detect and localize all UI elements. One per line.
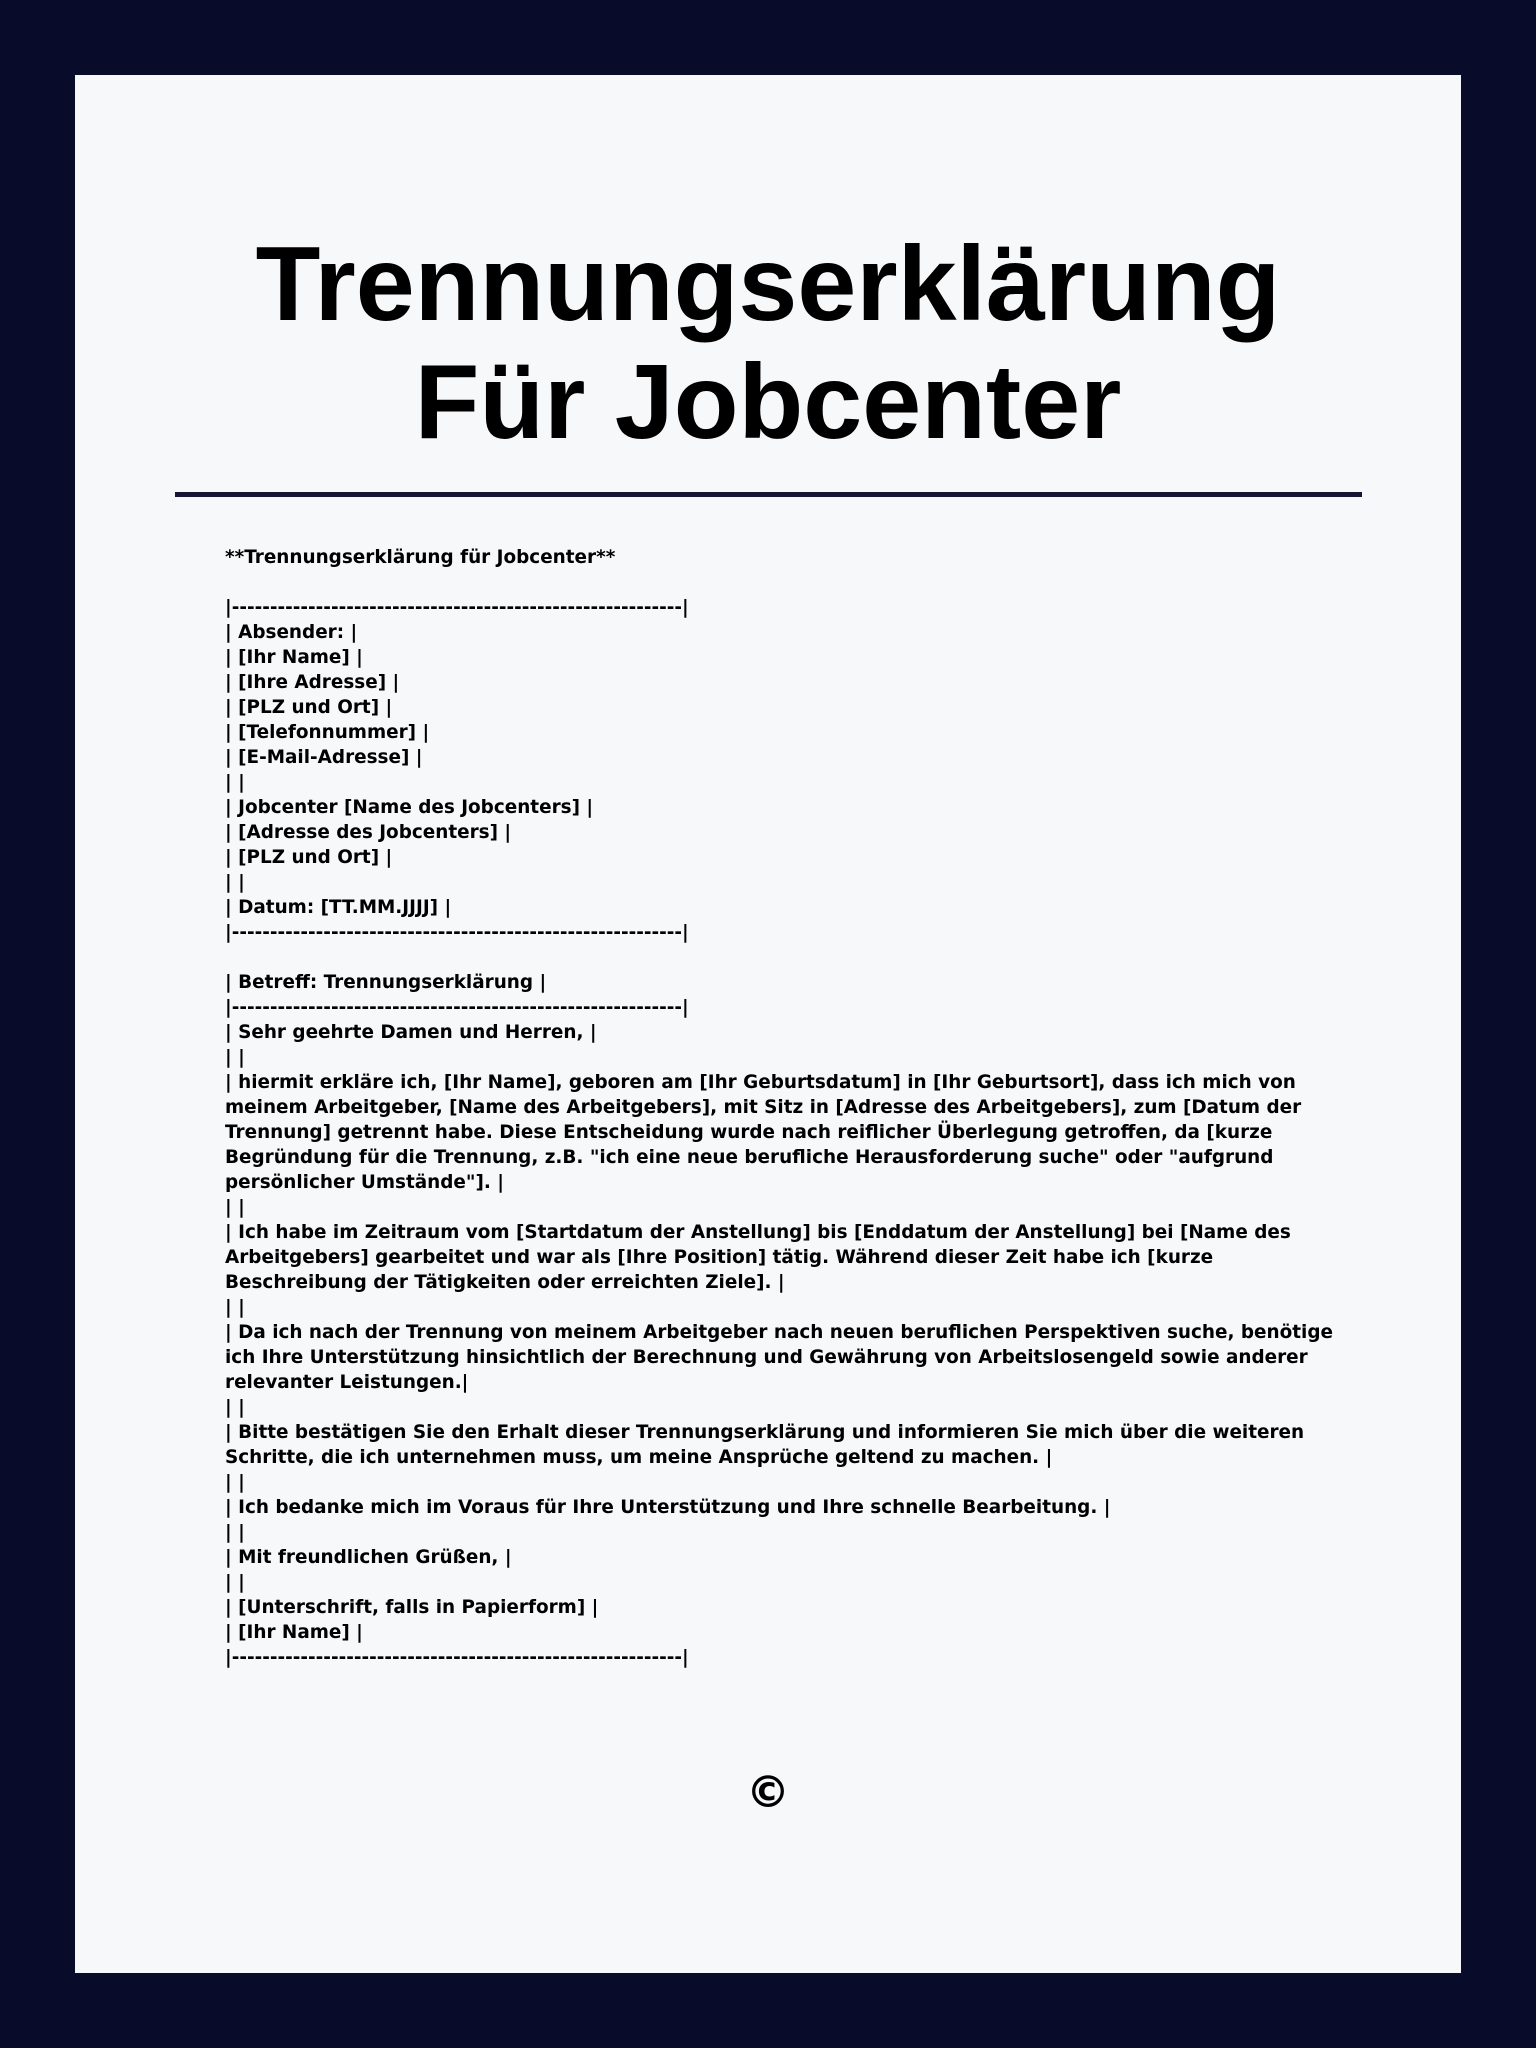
letter-line: | [E-Mail-Adresse] |	[225, 747, 423, 768]
letter-line: | [Adresse des Jobcenters] |	[225, 822, 512, 843]
letter-line: | Jobcenter [Name des Jobcenters] |	[225, 797, 594, 818]
letter-line: | Sehr geehrte Damen und Herren, |	[225, 1022, 597, 1043]
letter-line: **Trennungserklärung für Jobcenter**	[225, 547, 616, 568]
letter-line: |-----------------------------------------------------------|	[225, 922, 689, 943]
letter-line: | [Ihr Name] |	[225, 1622, 363, 1643]
letter-line: | |	[225, 1472, 245, 1493]
letter-line: | Betreff: Trennungserklärung |	[225, 972, 547, 993]
letter-line: | hiermit erkläre ich, [Ihr Name], geboren am [Ihr Geburtsdatum] in [Ihr Geburtsort], dass ich mich von meinem Arbeitgeber, [Name des Arbeitgebers], mit Sitz in [Adresse des Arbeitgebers], zum [Datum der Trennung] getrennt habe. Diese Entscheidung wurde nach reiflicher Überlegung getroffen, da [kurze Begründung für die Trennung, z.B. "ich eine neue berufliche Herausforderung suche" oder "aufgrund persönlicher Umstände"]. |	[225, 1072, 1308, 1193]
letter-line: | Ich bedanke mich im Voraus für Ihre Unterstützung und Ihre schnelle Bearbeitung. |	[225, 1497, 1111, 1518]
letter-line: | Da ich nach der Trennung von meinem Arbeitgeber nach neuen beruflichen Perspektiven suche, benötige ich Ihre Unterstützung hinsichtlich der Berechnung und Gewährung von Arbeitslosengeld sowie anderer relevanter Leistungen.|	[225, 1322, 1340, 1393]
letter-line: | [Ihr Name] |	[225, 647, 363, 668]
letter-line: | [PLZ und Ort] |	[225, 697, 393, 718]
letter-line: |-----------------------------------------------------------|	[225, 1647, 689, 1668]
title-line-2: Für Jobcenter	[414, 343, 1122, 461]
document-title	[0, 225, 1536, 461]
letter-line: | [PLZ und Ort] |	[225, 847, 393, 868]
letter-line: | |	[225, 1197, 245, 1218]
letter-line: | Bitte bestätigen Sie den Erhalt dieser Trennungserklärung und informieren Sie mich über die weiteren Schritte, die ich unternehmen muss, um meine Ansprüche geltend zu machen. |	[225, 1422, 1311, 1468]
title-divider	[175, 492, 1362, 497]
letter-line: | Mit freundlichen Grüßen, |	[225, 1547, 512, 1568]
letter-line: |-----------------------------------------------------------|	[225, 597, 689, 618]
letter-line: | Datum: [TT.MM.JJJJ] |	[225, 897, 452, 918]
letter-line: | |	[225, 772, 245, 793]
copyright-icon: ©	[746, 1767, 790, 1818]
letter-line: | |	[225, 1297, 245, 1318]
letter-line	[225, 945, 1345, 970]
letter-line: | Absender: |	[225, 622, 358, 643]
letter-line	[225, 570, 1345, 595]
letter-line: | |	[225, 1522, 245, 1543]
letter-body	[225, 545, 1345, 1670]
letter-line: | [Unterschrift, falls in Papierform] |	[225, 1597, 599, 1618]
letter-line: | |	[225, 1047, 245, 1068]
letter-line: | [Ihre Adresse] |	[225, 672, 400, 693]
letter-line: | Ich habe im Zeitraum vom [Startdatum der Anstellung] bis [Enddatum der Anstellung] bei [Name des Arbeitgebers] gearbeitet und war als [Ihre Position] tätig. Während dieser Zeit habe ich [kurze Beschreibung der Tätigkeiten oder erreichten Ziele]. |	[225, 1222, 1298, 1293]
letter-line: | [Telefonnummer] |	[225, 722, 430, 743]
letter-line: | |	[225, 1397, 245, 1418]
letter-line: | |	[225, 872, 245, 893]
letter-line: | |	[225, 1572, 245, 1593]
letter-line: |-----------------------------------------------------------|	[225, 997, 689, 1018]
title-line-1: Trennungserklärung	[255, 225, 1281, 343]
